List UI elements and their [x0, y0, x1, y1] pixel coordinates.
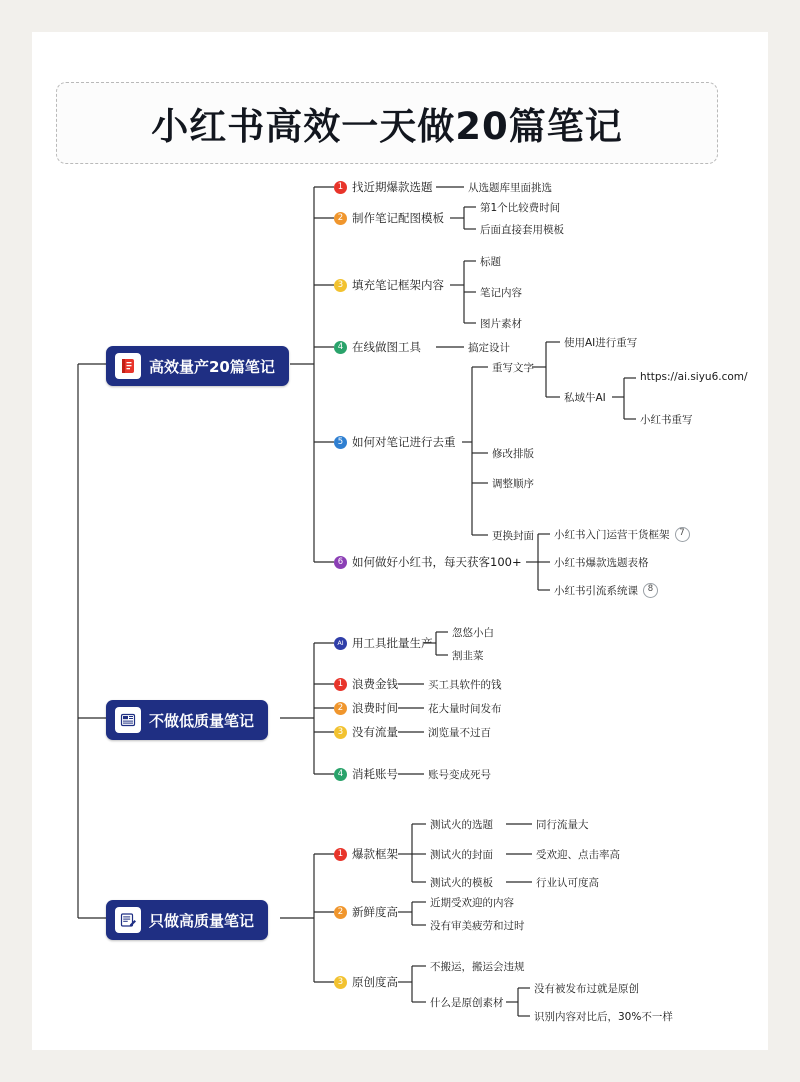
- node-label: 第1个比较费时间: [480, 202, 561, 214]
- branch-node-3-label: 只做高质量笔记: [149, 911, 255, 930]
- node-label: 笔记内容: [480, 287, 522, 299]
- node-b1-c3-s1[interactable]: [480, 254, 501, 269]
- node-b3-c2-s1[interactable]: [430, 895, 514, 910]
- node-label: 没有被发布过就是原创: [534, 983, 639, 995]
- node-label: 账号变成死号: [428, 769, 491, 781]
- node-b1-c4-s1[interactable]: [468, 340, 510, 355]
- node-b3-c1-s3-g1[interactable]: [536, 875, 599, 890]
- node-label: 浏览量不过百: [428, 727, 491, 739]
- node-label: 同行流量大: [536, 819, 589, 831]
- node-b3-c3[interactable]: [334, 974, 398, 990]
- node-b1-c5-s1[interactable]: [492, 360, 534, 375]
- node-b2-c2[interactable]: [334, 676, 398, 692]
- branch-node-2-label: 不做低质量笔记: [149, 711, 255, 730]
- node-b1-c2-s2[interactable]: [480, 222, 564, 237]
- node-label: 什么是原创素材: [430, 997, 504, 1009]
- node-b3-c1-s2[interactable]: [430, 847, 493, 862]
- node-b1-c6-s2[interactable]: [554, 555, 649, 570]
- branch-node-3[interactable]: [106, 900, 268, 940]
- node-b2-c5-s1[interactable]: [428, 767, 491, 782]
- node-b1-c6[interactable]: [334, 554, 522, 570]
- node-label: 没有流量: [352, 725, 398, 739]
- node-label: 调整顺序: [492, 478, 534, 490]
- node-label: 原创度高: [352, 975, 398, 989]
- node-label: 小红书重写: [640, 414, 693, 426]
- mindmap-canvas: [32, 32, 768, 1050]
- index-badge: 3: [334, 279, 347, 292]
- edit-doc-icon: [115, 907, 141, 933]
- node-b2-c4-s1[interactable]: [428, 725, 491, 740]
- index-badge: 7: [675, 527, 690, 542]
- index-badge: 5: [334, 436, 347, 449]
- node-b1-c1-s1[interactable]: [468, 180, 552, 195]
- index-badge: 2: [334, 906, 347, 919]
- node-b2-c1-s1[interactable]: [452, 625, 494, 640]
- node-label: 从选题库里面挑选: [468, 182, 552, 194]
- node-label: 后面直接套用模板: [480, 224, 564, 236]
- node-label: 爆款框架: [352, 847, 398, 861]
- node-label: 搞定设计: [468, 342, 510, 354]
- node-label: 买工具软件的钱: [428, 679, 502, 691]
- node-b2-c1-s2[interactable]: [452, 648, 484, 663]
- node-label: 新鲜度高: [352, 905, 398, 919]
- node-label: 如何做好小红书，每天获客100+: [352, 555, 522, 569]
- node-label: 修改排版: [492, 448, 534, 460]
- node-b3-c2[interactable]: [334, 904, 398, 920]
- page-title-text: 小红书高效一天做20篇笔记: [151, 105, 623, 148]
- node-label: 浪费时间: [352, 701, 398, 715]
- branch-node-1-label: 高效量产20篇笔记: [149, 357, 275, 376]
- node-label: 行业认可度高: [536, 877, 599, 889]
- index-badge: 1: [334, 181, 347, 194]
- node-b3-c1-s3[interactable]: [430, 875, 493, 890]
- node-b2-c2-s1[interactable]: [428, 677, 502, 692]
- node-label: 标题: [480, 256, 501, 268]
- node-label: 忽悠小白: [452, 627, 494, 639]
- node-b1-c2-s1[interactable]: [480, 200, 560, 215]
- index-badge: 2: [334, 702, 347, 715]
- node-b1-c3[interactable]: [334, 277, 444, 293]
- node-b3-c1-s1[interactable]: [430, 817, 493, 832]
- node-label: 识别内容对比后，30%不一样: [534, 1011, 673, 1023]
- node-b2-c3-s1[interactable]: [428, 701, 502, 716]
- node-b1-c5-s2[interactable]: [492, 446, 534, 461]
- node-label: 不搬运，搬运会违规: [430, 961, 525, 973]
- branch-node-2[interactable]: [106, 700, 268, 740]
- node-label: 找近期爆款选题: [352, 180, 433, 194]
- node-b1-c5-s4[interactable]: [492, 528, 534, 543]
- notebook-icon: [115, 353, 141, 379]
- node-b3-c3-s2[interactable]: [430, 995, 504, 1010]
- node-b1-c3-s3[interactable]: [480, 316, 522, 331]
- node-b1-c5-s1-g2[interactable]: [564, 390, 606, 405]
- node-b2-c1[interactable]: [334, 635, 433, 651]
- node-b1-c2[interactable]: [334, 210, 444, 226]
- node-b1-c5-s3[interactable]: [492, 476, 534, 491]
- index-badge: 3: [334, 976, 347, 989]
- index-badge: 4: [334, 341, 347, 354]
- node-b1-c6-s1[interactable]: [554, 527, 690, 542]
- node-label: 受欢迎、点击率高: [536, 849, 620, 861]
- node-b3-c3-s2-g1[interactable]: [534, 981, 639, 996]
- node-label: 私域牛AI: [564, 392, 606, 404]
- node-label: 割韭菜: [452, 650, 484, 662]
- node-label: 小红书入门运营干货框架: [554, 529, 670, 541]
- index-badge: 1: [334, 848, 347, 861]
- node-b1-c5-s1-g2-h1[interactable]: [640, 371, 748, 383]
- node-label: 近期受欢迎的内容: [430, 897, 514, 909]
- node-label: 测试火的模板: [430, 877, 493, 889]
- branch-node-1[interactable]: [106, 346, 289, 386]
- node-b3-c1-s1-g1[interactable]: [536, 817, 589, 832]
- node-b3-c2-s2[interactable]: [430, 918, 525, 933]
- node-b1-c1[interactable]: [334, 179, 433, 195]
- index-badge: 2: [334, 212, 347, 225]
- node-b2-c5[interactable]: [334, 766, 398, 782]
- index-badge: 4: [334, 768, 347, 781]
- node-label: 填充笔记框架内容: [352, 278, 444, 292]
- node-label: https://ai.siyu6.com/: [640, 371, 748, 383]
- node-label: 更换封面: [492, 530, 534, 542]
- index-badge: AI: [334, 637, 347, 650]
- node-b2-c3[interactable]: [334, 700, 398, 716]
- node-b3-c1-s2-g1[interactable]: [536, 847, 620, 862]
- node-label: 重写文字: [492, 362, 534, 374]
- node-b3-c1[interactable]: [334, 846, 398, 862]
- node-b1-c5-s1-g2-h2[interactable]: [640, 412, 693, 427]
- node-label: 小红书爆款选题表格: [554, 557, 649, 569]
- node-b1-c3-s2[interactable]: [480, 285, 522, 300]
- node-label: 测试火的封面: [430, 849, 493, 861]
- news-icon: [115, 707, 141, 733]
- node-b1-c6-s3[interactable]: [554, 583, 658, 598]
- node-label: 花大量时间发布: [428, 703, 502, 715]
- node-label: 浪费金钱: [352, 677, 398, 691]
- index-badge: 8: [643, 583, 658, 598]
- index-badge: 6: [334, 556, 347, 569]
- node-label: 测试火的选题: [430, 819, 493, 831]
- node-label: 用工具批量生产: [352, 636, 433, 650]
- index-badge: 3: [334, 726, 347, 739]
- node-label: 在线做图工具: [352, 340, 421, 354]
- node-b1-c5-s1-g1[interactable]: [564, 335, 637, 350]
- node-b2-c4[interactable]: [334, 724, 398, 740]
- node-label: 如何对笔记进行去重: [352, 435, 456, 449]
- node-label: 图片素材: [480, 318, 522, 330]
- node-b1-c4[interactable]: [334, 339, 421, 355]
- node-label: 使用AI进行重写: [564, 337, 638, 349]
- node-label: 消耗账号: [352, 767, 398, 781]
- node-b3-c3-s2-g2[interactable]: [534, 1009, 673, 1024]
- node-label: 制作笔记配图模板: [352, 211, 444, 225]
- node-label: 小红书引流系统课: [554, 585, 638, 597]
- index-badge: 1: [334, 678, 347, 691]
- node-b1-c5[interactable]: [334, 434, 456, 450]
- node-label: 没有审美疲劳和过时: [430, 920, 525, 932]
- node-b3-c3-s1[interactable]: [430, 959, 525, 974]
